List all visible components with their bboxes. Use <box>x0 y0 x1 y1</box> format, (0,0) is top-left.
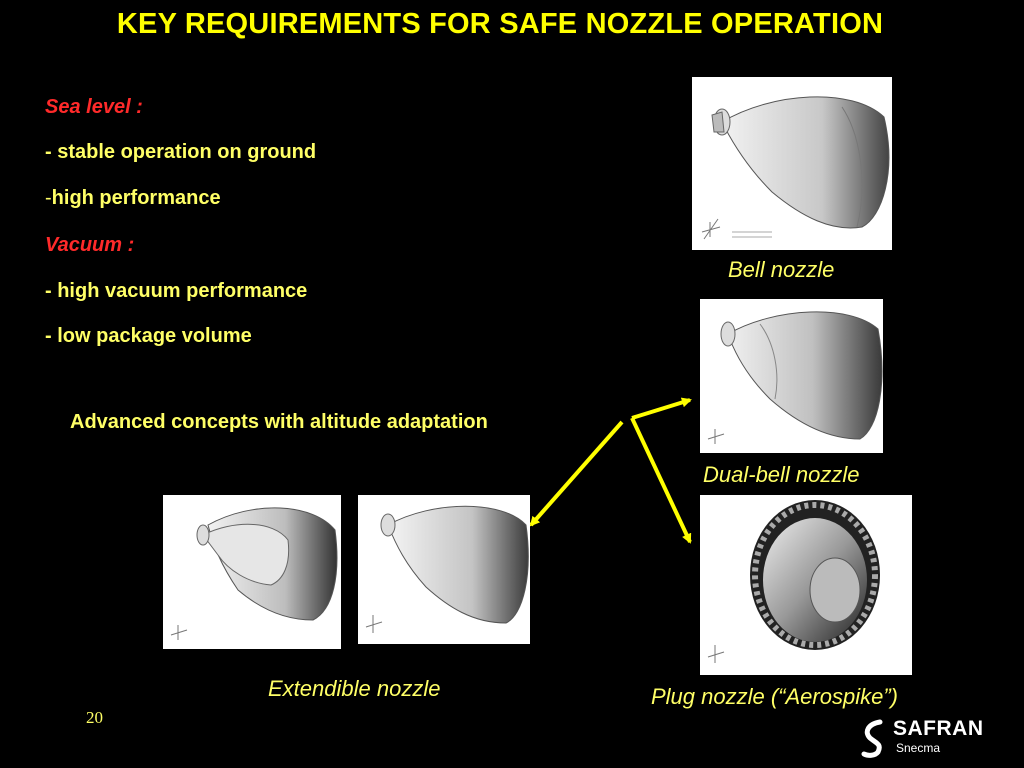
extendible-nozzle-image-2 <box>358 495 530 644</box>
extendible-nozzle-image-1 <box>163 495 341 649</box>
caption-dual-bell-nozzle: Dual-bell nozzle <box>703 462 860 487</box>
bullet-high-vacuum: - high vacuum performance <box>45 280 308 302</box>
caption-plug-nozzle: Plug nozzle (“Aerospike”) <box>651 684 898 709</box>
vacuum-heading: Vacuum : <box>45 234 135 256</box>
bullet-stable-operation: - stable operation on ground <box>45 141 317 163</box>
slide-title: KEY REQUIREMENTS FOR SAFE NOZZLE OPERATION <box>116 8 884 40</box>
advanced-concepts-label: Advanced concepts with altitude adaptation <box>70 411 488 433</box>
bullet-high-performance-text: high performance <box>51 187 221 209</box>
plug-nozzle-image <box>700 495 912 675</box>
sea-level-heading: Sea level : <box>45 96 143 118</box>
logo-text: SAFRAN <box>893 717 984 740</box>
bullet-dash: - <box>45 187 52 209</box>
logo-subtext: Snecma <box>896 741 941 755</box>
arrow-to-extendible <box>531 422 622 525</box>
arrow-to-dual-bell <box>632 400 690 418</box>
caption-bell-nozzle: Bell nozzle <box>728 257 835 282</box>
bell-nozzle-image <box>692 77 892 250</box>
arrow-to-plug <box>632 418 690 542</box>
page-number: 20 <box>86 708 103 727</box>
safran-logo-icon <box>860 718 890 758</box>
caption-extendible-nozzle: Extendible nozzle <box>268 676 441 701</box>
bullet-low-package: - low package volume <box>45 325 252 347</box>
dual-bell-nozzle-image <box>700 299 883 453</box>
